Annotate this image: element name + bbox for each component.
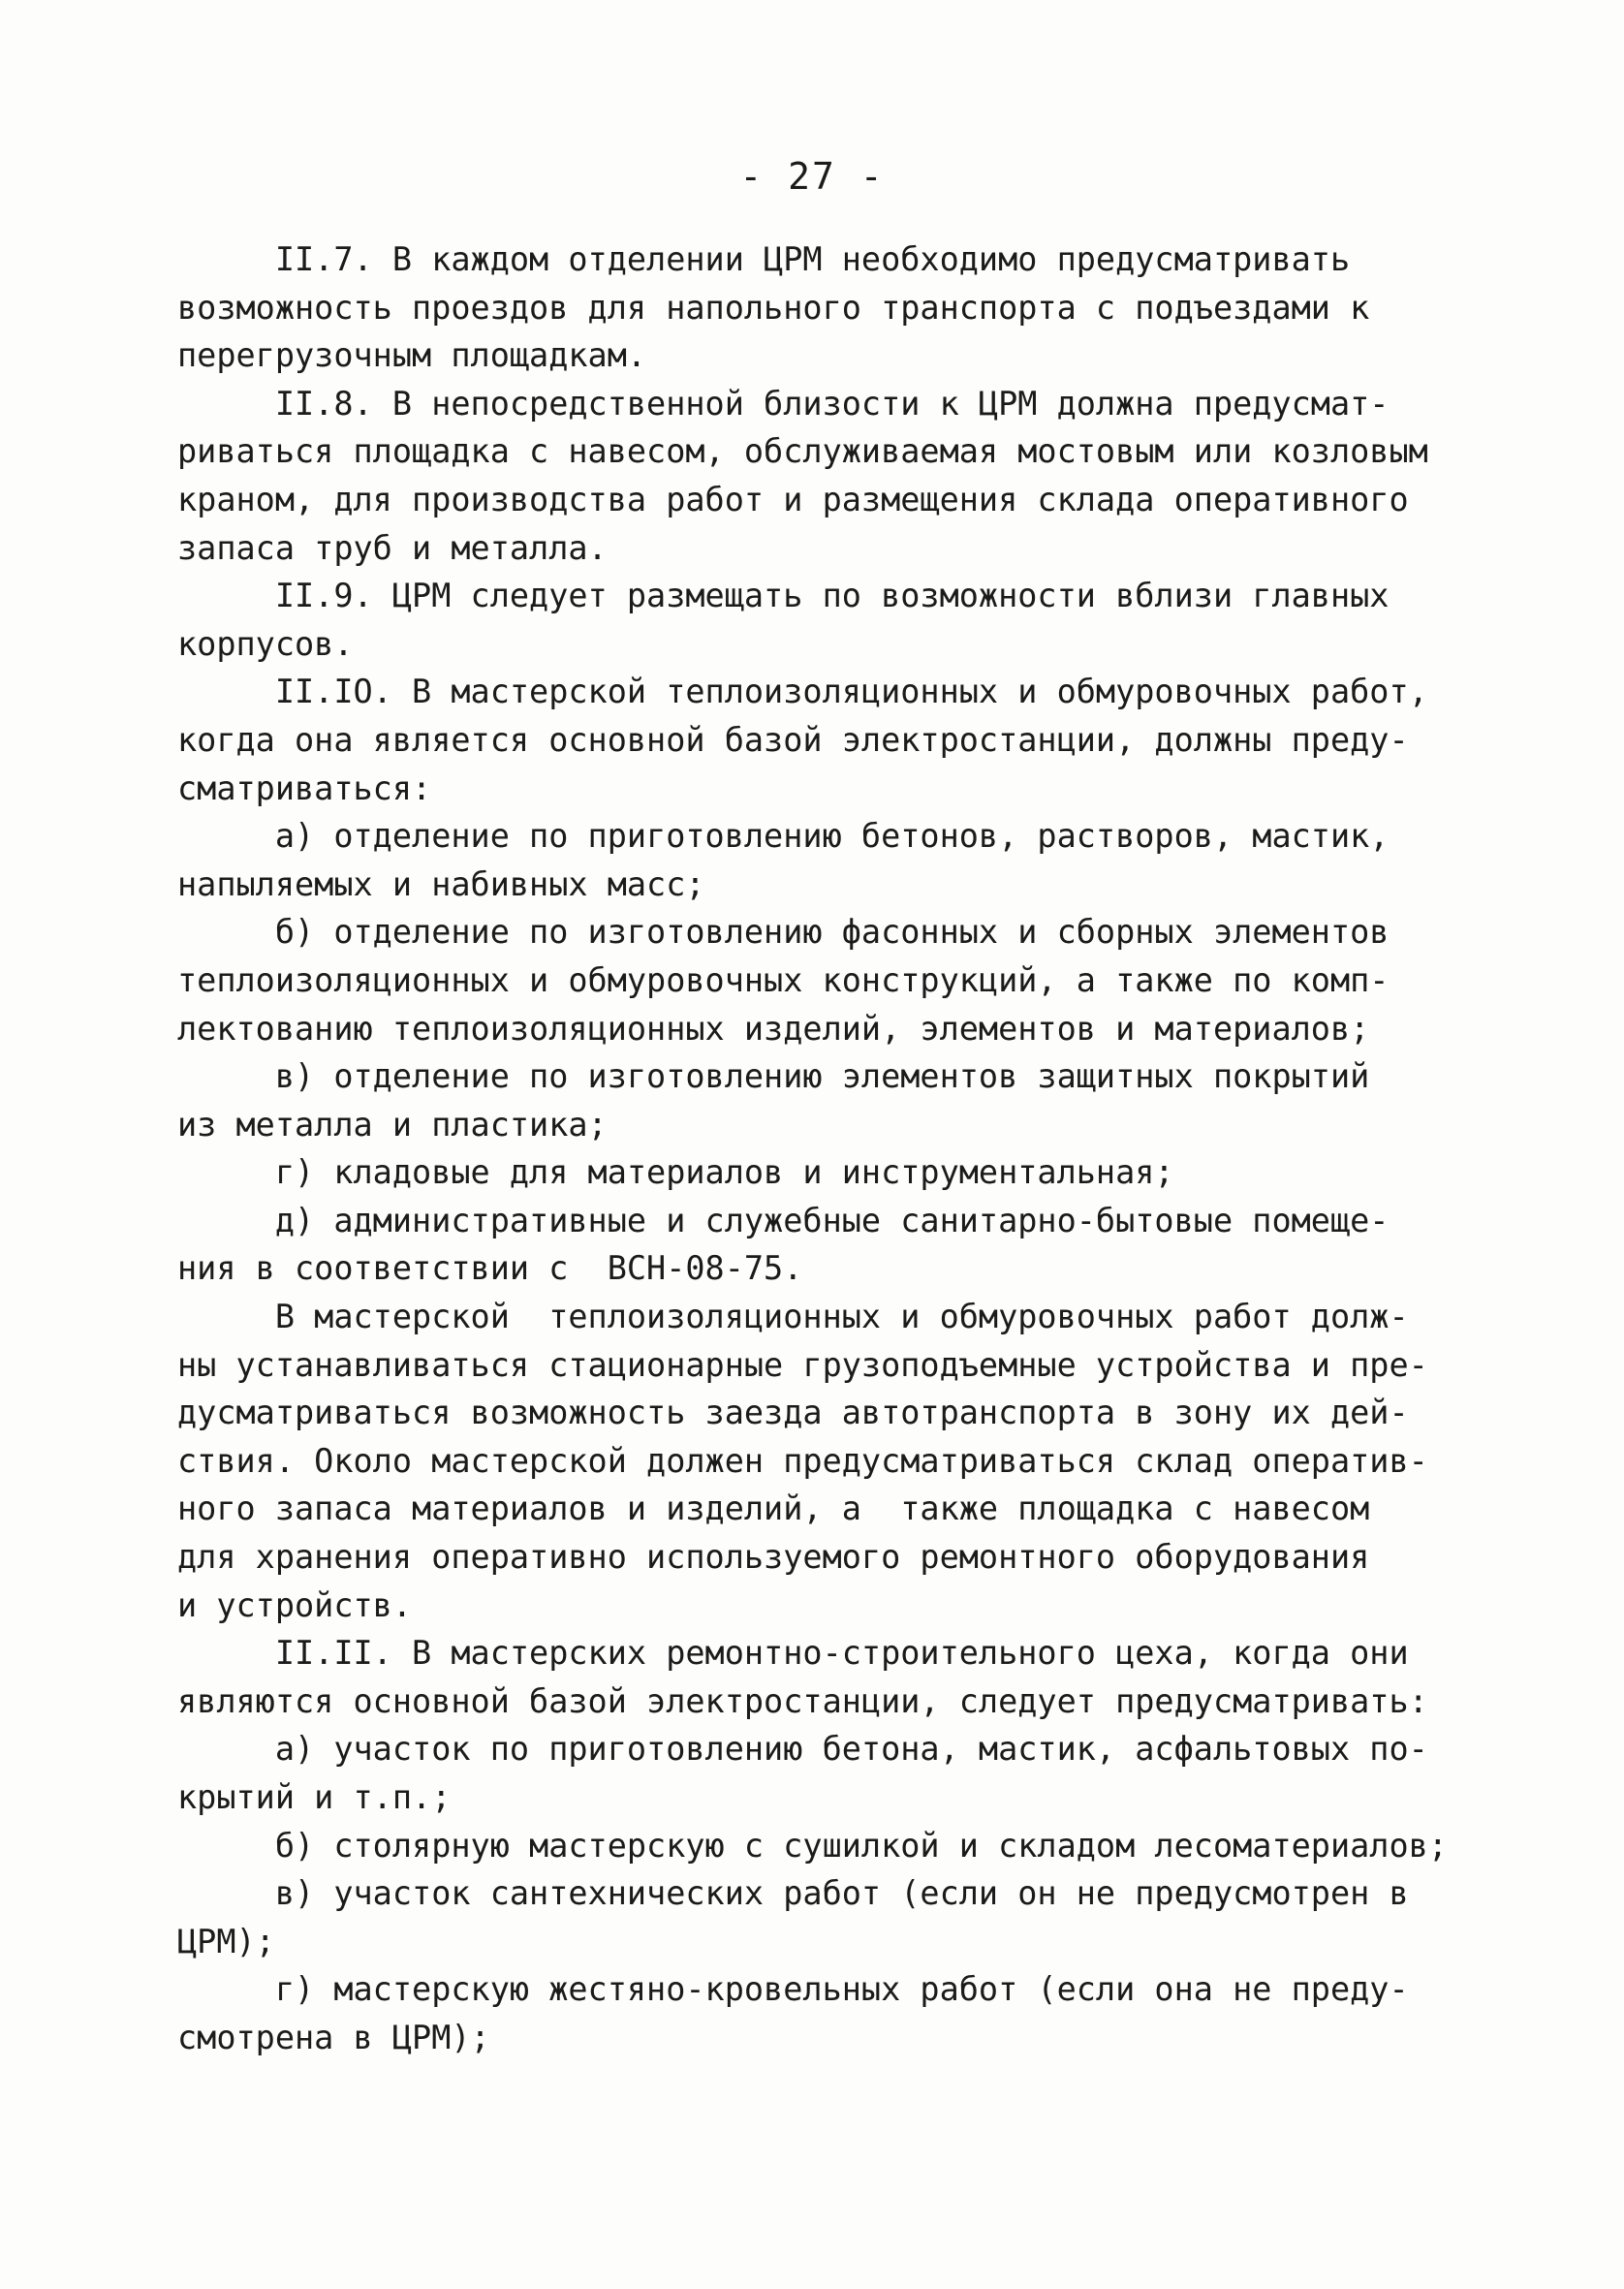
text-line: II.IO. В мастерской теплоизоляционных и обмуровочных работ,	[177, 673, 1428, 711]
document-body	[177, 235, 1466, 2062]
text-line: из металла и пластика;	[177, 1105, 608, 1144]
page-number: - 27 -	[739, 155, 885, 198]
text-line: являются основной базой электростанции, следует предусматривать:	[177, 1681, 1428, 1720]
text-line: II.7. В каждом отделении ЦРМ необходимо предусматривать	[177, 240, 1351, 278]
text-line: II.8. В непосредственной близости к ЦРМ должна предусмат-	[177, 384, 1390, 423]
text-line: II.9. ЦРМ следует размещать по возможности вблизи главных	[177, 577, 1390, 615]
text-line: ного запаса материалов и изделий, а также площадка с навесом	[177, 1489, 1370, 1528]
text-line: напыляемых и набивных масс;	[177, 864, 705, 903]
text-line: когда она является основной базой электростанции, должны преду-	[177, 720, 1409, 759]
text-line: крытий и т.п.;	[177, 1778, 452, 1816]
text-line: а) участок по приготовлению бетона, мастик, асфальтовых по-	[177, 1730, 1428, 1769]
text-line: ствия. Около мастерской должен предусматриваться склад оператив-	[177, 1441, 1428, 1480]
text-line: ния в соответствии с ВСН-08-75.	[177, 1249, 803, 1288]
text-line: запаса труб и металла.	[177, 528, 608, 567]
text-line: б) столярную мастерскую с сушилкой и складом лесоматериалов;	[177, 1826, 1448, 1865]
text-line: В мастерской теплоизоляционных и обмуровочных работ долж-	[177, 1298, 1409, 1336]
text-line: возможность проездов для напольного транспорта с подъездами к	[177, 288, 1370, 327]
text-line: лектованию теплоизоляционных изделий, элементов и материалов;	[177, 1009, 1370, 1048]
text-line: сматриваться:	[177, 768, 432, 807]
text-line: д) административные и служебные санитарно-бытовые помеще-	[177, 1201, 1390, 1239]
text-line: б) отделение по изготовлению фасонных и сборных элементов	[177, 913, 1390, 952]
text-line: теплоизоляционных и обмуровочных конструкций, а также по комп-	[177, 960, 1390, 999]
text-line: перегрузочным площадкам.	[177, 336, 647, 375]
text-line: в) участок сантехнических работ (если он не предусмотрен в	[177, 1874, 1409, 1913]
text-line: а) отделение по приготовлению бетонов, растворов, мастик,	[177, 817, 1390, 856]
text-line: корпусов.	[177, 624, 354, 663]
text-line: ЦРМ);	[177, 1922, 275, 1960]
text-line: в) отделение по изготовлению элементов защитных покрытий	[177, 1057, 1370, 1096]
text-line: II.II. В мастерских ремонтно-строительного цеха, когда они	[177, 1634, 1409, 1673]
text-line: ны устанавливаться стационарные грузоподъемные устройства и пре-	[177, 1345, 1428, 1384]
text-line: г) кладовые для материалов и инструментальная;	[177, 1153, 1174, 1192]
text-line: дусматриваться возможность заезда автотранспорта в зону их дей-	[177, 1394, 1409, 1432]
text-line: краном, для производства работ и размещения склада оперативного	[177, 480, 1409, 518]
text-line: и устройств.	[177, 1585, 413, 1624]
text-line: риваться площадка с навесом, обслуживаемая мостовым или козловым	[177, 432, 1428, 471]
text-line: смотрена в ЦРМ);	[177, 2018, 490, 2056]
text-line: для хранения оперативно используемого ремонтного оборудования	[177, 1538, 1370, 1577]
text-line: г) мастерскую жестяно-кровельных работ (если она не преду-	[177, 1970, 1409, 2009]
